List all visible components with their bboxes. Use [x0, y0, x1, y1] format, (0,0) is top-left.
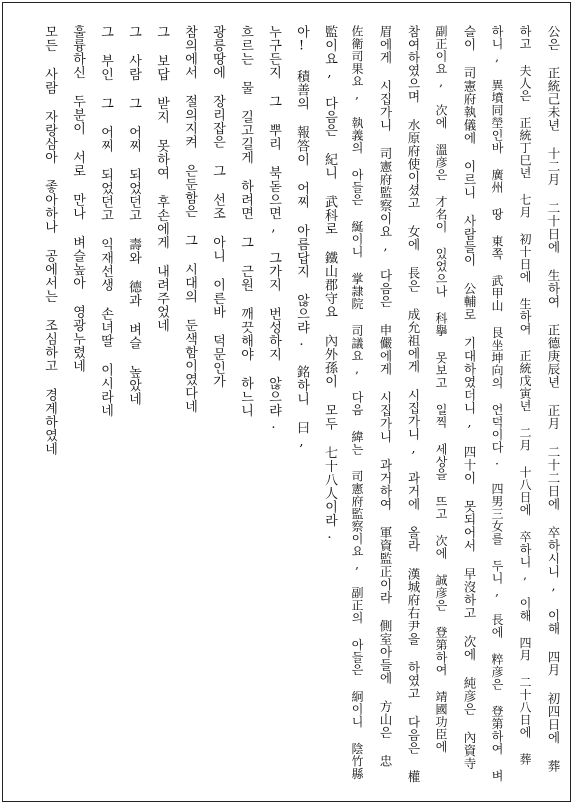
- text-column: 슬이 司憲府執儀에 이르니 사람들이 公輔로 기대하였더니, 四十이 못되어서 早沒하고 次에 純彦은 內資寺: [462, 25, 477, 770]
- text-column: 누구든지 그 뿌리 북돋으면, 그가지 번성하지 않으랴.: [266, 25, 281, 433]
- text-column: 광릉땅에 장리잡은 그 선조 아니 이른바 덕문인가: [210, 25, 225, 388]
- text-column: 하니, 異墳同塋인바 廣州 땅 東쪽 武甲山 艮坐坤向의 언덕이다. 四男三女를 두니, 長에 粹彦은 登第하여 벼: [490, 25, 504, 782]
- text-column: 監이요, 다음은 紀니 武科로 鐵山郡守요 內外孫이 모두 七十八人이라.: [322, 25, 337, 543]
- text-column: 그 사람 그 어찌 되었던고 壽와 德과 벼슬 높았네: [126, 25, 141, 406]
- text-column: 佐衛司果요, 執義의 아들은 綖이니 掌隷院 司議요, 다음 緯는 司憲府監察이요, 副正의 아들은 絅이니 陰竹縣: [350, 25, 364, 780]
- text-column: 흐르는 물 길고길게 하려면 그 근원 깨끗해야 하느니: [238, 25, 253, 417]
- text-column: 그 부인 그 어찌 되었던고 익재선생 손녀딸 이시라네: [98, 25, 113, 417]
- text-column: 아! 積善의 報答이 어찌 아름답지 않으랴. 銘하니 曰,: [294, 25, 309, 450]
- text-column: 그 보답 받지 못하여 후손에게 내려주었네: [154, 25, 169, 332]
- text-column: 참여하였으며 水原府使이셨고 女에 長은 成允祖에게 시집가니, 과거에 올라 漢城府右尹을 하였고 다음은 權: [406, 25, 421, 783]
- text-column: 훌륭하신 두분이 서로 만나 벼슬높아 영광누렸네: [70, 25, 85, 373]
- text-column: 참의에서 절의지켜 은둔함은 그 시대의 둔색함이였다네: [182, 25, 197, 413]
- text-column: 모든 사람 자랑삼아 좋아하나 공에서는 조심하고 경계하였네: [42, 25, 57, 456]
- text-column: 公은 正統己未년 十二月 二十日에 生하여 正德庚辰년 正月 二十二日에 卒하시니, 이해 四月 初四日에 葬: [546, 25, 561, 773]
- text-column: 하고 夫人은 正統丁巳년 七月 初十日에 生하여 正統戊寅년 二月 十八日에 卒하니, 이해 四月 二十八日에 葬: [518, 25, 532, 766]
- document-page: [2, 2, 571, 802]
- text-column: 副正이요, 次에 溫彦은 才名이 있었으나 科擧 못보고 일찍 세상을 뜨고 次에 誠彦은 登第하여 靖國功臣에: [434, 25, 448, 753]
- text-column: 眉에게 시집가니 司憲府監察이요, 다음은 申儼에게 시집가니 과거하여 軍資監正이라 側室아들에 方山은 忠: [378, 25, 393, 768]
